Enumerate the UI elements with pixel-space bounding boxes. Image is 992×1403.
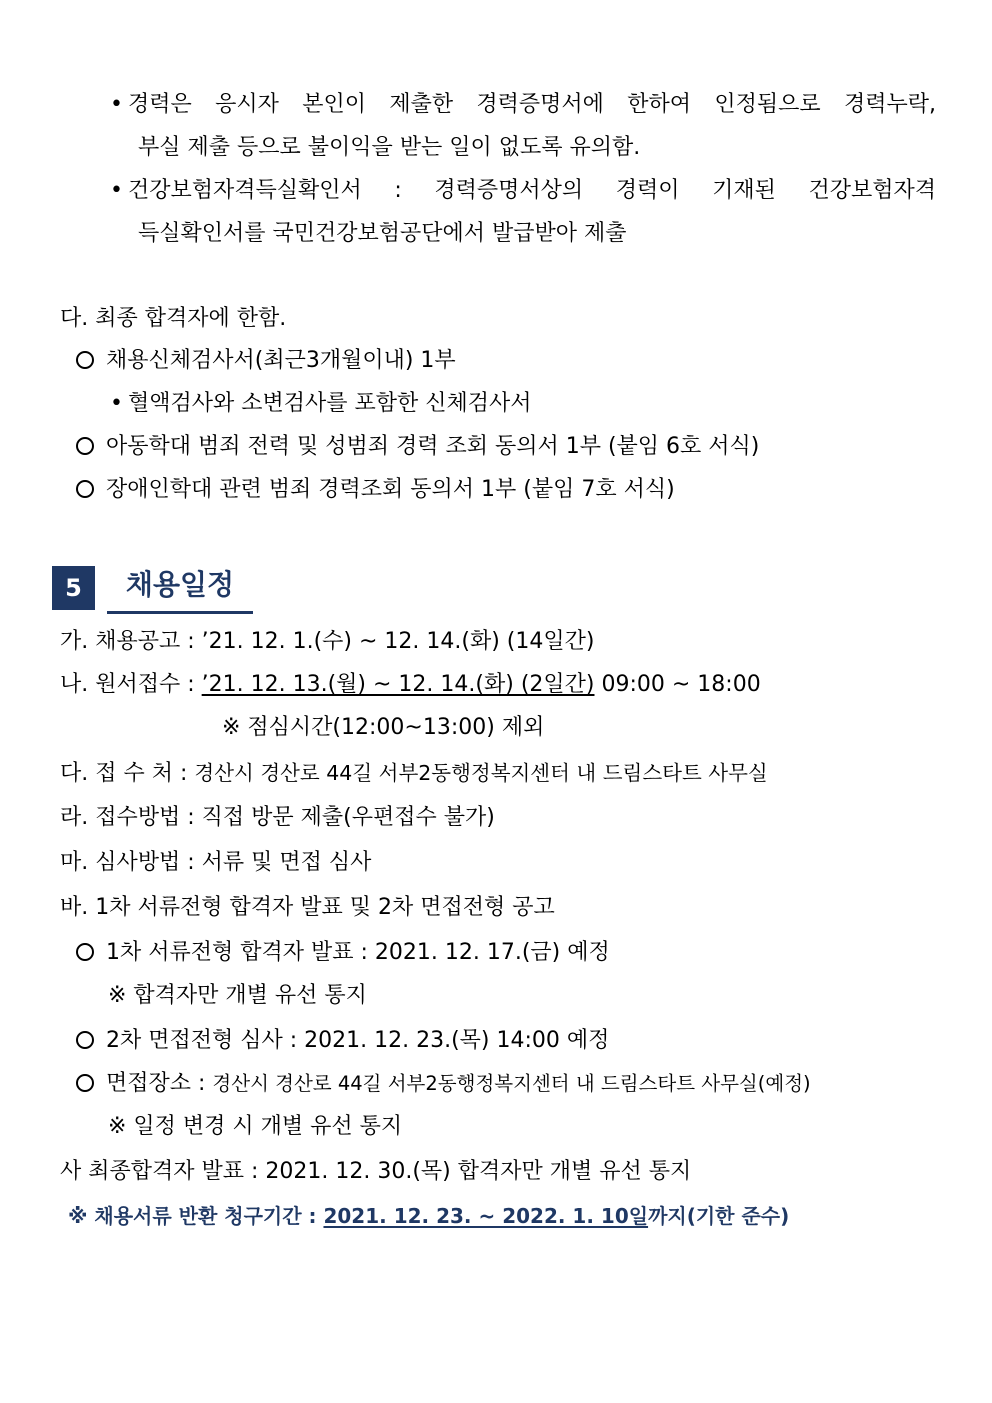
final-docs-heading: 다. 최종 합격자에 한함. [60, 306, 287, 331]
bullet-item [110, 90, 936, 120]
schedule-na-dates: ’21. 12. 13.(월) ~ 12. 14.(화) (2일간) [201, 672, 595, 697]
bullet-text: 혈액검사와 소변검사를 포함한 신체검사서 [128, 391, 532, 416]
schedule-na-hours: 09:00 ~ 18:00 [594, 672, 761, 697]
bullet-text: 경력은 응시자 본인이 제출한 경력증명서에 한하여 인정됨으로 경력누락, [128, 92, 936, 117]
schedule-ga: 가. 채용공고 : ’21. 12. 1.(수) ~ 12. 14.(화) (14일간) [60, 629, 595, 654]
open-circle-icon [76, 351, 94, 369]
schedule-da-label: 다. 접 수 처 : [60, 761, 195, 786]
open-circle-icon [76, 1074, 94, 1092]
bullet-text-cont: 득실확인서를 국민건강보험공단에서 발급받아 제출 [138, 221, 627, 246]
schedule-ba-item1-note: ※ 합격자만 개별 유선 통지 [108, 983, 367, 1008]
bullet-item [110, 389, 532, 419]
open-circle-icon [76, 943, 94, 961]
circle-list-item [76, 475, 675, 505]
open-circle-icon [76, 437, 94, 455]
open-circle-icon [76, 480, 94, 498]
circle-list-item [76, 1069, 811, 1099]
circle-list-item [76, 1026, 609, 1056]
return-notice-suffix: 까지(기한 준수) [648, 1204, 790, 1228]
item-text: 2차 면접전형 심사 : 2021. 12. 23.(목) 14:00 예정 [106, 1028, 610, 1053]
item-text: 1차 서류전형 합격자 발표 : 2021. 12. 17.(금) 예정 [106, 940, 610, 965]
bullet-icon: • [110, 178, 123, 203]
circle-list-item [76, 432, 759, 462]
item-text: 채용신체검사서(최근3개월이내) 1부 [106, 348, 456, 373]
schedule-ba: 바. 1차 서류전형 합격자 발표 및 2차 면접전형 공고 [60, 895, 555, 920]
schedule-na [60, 670, 761, 700]
bullet-item [110, 176, 936, 206]
circle-list-item [76, 346, 456, 376]
schedule-ma: 마. 심사방법 : 서류 및 면접 심사 [60, 850, 372, 875]
return-notice-period: 2021. 12. 23. ~ 2022. 1. 10일 [323, 1204, 649, 1228]
return-notice [68, 1201, 789, 1231]
schedule-na-note: ※ 점심시간(12:00~13:00) 제외 [222, 715, 545, 740]
bullet-icon: • [110, 92, 123, 117]
open-circle-icon [76, 1031, 94, 1049]
schedule-na-label: 나. 원서접수 : [60, 672, 202, 697]
section-number: 5 [52, 566, 95, 610]
schedule-da [60, 758, 768, 789]
item-label: 면접장소 : [106, 1071, 213, 1096]
schedule-sa: 사 최종합격자 발표 : 2021. 12. 30.(목) 합격자만 개별 유선 통지 [60, 1159, 692, 1184]
bullet-icon: • [110, 391, 123, 416]
item-text: 아동학대 범죄 전력 및 성범죄 경력 조회 동의서 1부 (붙임 6호 서식) [106, 434, 760, 459]
circle-list-item [76, 938, 610, 968]
schedule-ba-item3-note: ※ 일정 변경 시 개별 유선 통지 [108, 1114, 403, 1139]
section-title: 채용일정 [107, 563, 253, 614]
bullet-text: 건강보험자격득실확인서 : 경력증명서상의 경력이 기재된 건강보험자격 [128, 178, 936, 203]
return-notice-label: ※ 채용서류 반환 청구기간 : [68, 1204, 324, 1228]
bullet-text-cont: 부실 제출 등으로 불이익을 받는 일이 없도록 유의함. [138, 135, 641, 160]
item-text: 장애인학대 관련 범죄 경력조회 동의서 1부 (붙임 7호 서식) [106, 477, 675, 502]
schedule-da-value: 경산시 경산로 44길 서부2동행정복지센터 내 드림스타트 사무실 [194, 761, 768, 785]
item-text: 경산시 경산로 44길 서부2동행정복지센터 내 드림스타트 사무실(예정) [212, 1072, 811, 1095]
schedule-ra: 라. 접수방법 : 직접 방문 제출(우편접수 불가) [60, 805, 495, 830]
